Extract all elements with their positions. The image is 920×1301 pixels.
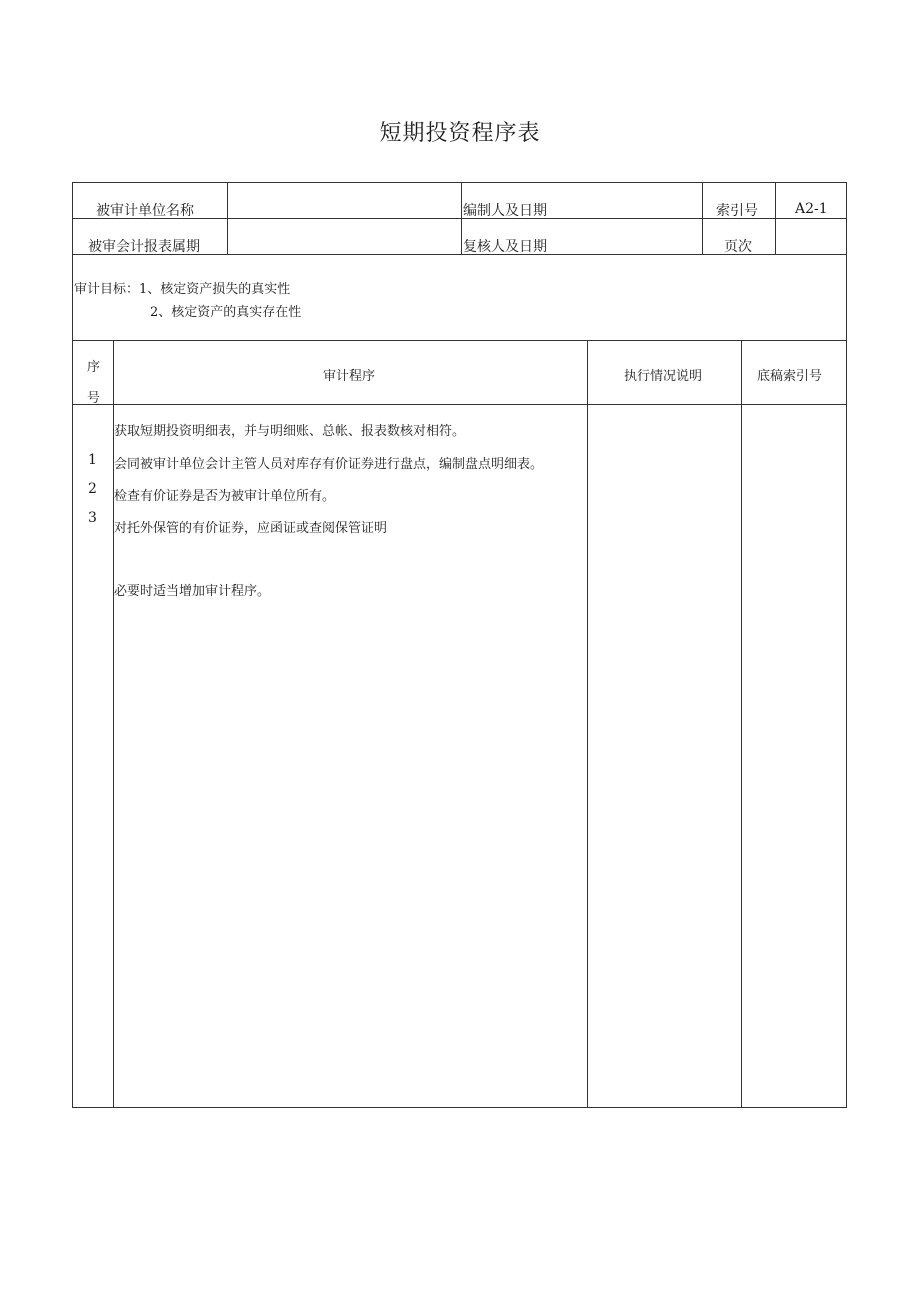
procedure-header: 审计程序 [323,369,376,384]
execution-notes-area[interactable] [589,406,739,1106]
column-divider [775,182,776,254]
workpaper-index-header: 底稿索引号 [757,369,823,384]
preparer-date-value[interactable] [560,200,695,216]
column-divider [461,182,462,254]
audit-objective-1: 审计目标：1、核定资产损失的真实性 [74,282,291,297]
row-divider [72,404,847,405]
procedure-item: 获取短期投资明细表，并与明细账、总帐、报表数核对相符。 [114,424,466,439]
seq-number: 2 [88,481,97,497]
procedure-item: 必要时适当增加审计程序。 [114,584,271,599]
seq-header-top: 序 [87,360,101,375]
column-divider [227,182,228,254]
page-number-label: 页次 [724,239,752,255]
procedure-item: 检查有价证券是否为被审计单位所有。 [114,489,336,504]
execution-header: 执行情况说明 [624,369,703,384]
reviewer-date-label: 复核人及日期 [463,239,547,255]
index-number-label: 索引号 [716,203,758,219]
column-divider [702,182,703,254]
procedure-item: 对托外保管的有价证券，应函证或查阅保管证明 [114,521,388,536]
report-period-label: 被审会计报表属期 [88,239,200,255]
index-number-value: A2-1 [795,201,828,217]
audit-objective-2: 2、核定资产的真实存在性 [150,305,302,320]
column-divider [587,340,588,1108]
column-divider [741,340,742,1108]
page-title: 短期投资程序表 [379,121,541,146]
entity-name-label: 被审计单位名称 [96,203,194,219]
entity-name-value[interactable] [235,200,455,216]
seq-number: 1 [88,452,97,468]
reviewer-date-value[interactable] [560,236,695,252]
procedure-item: 会同被审计单位会计主管人员对库存有价证券进行盘点，编制盘点明细表。 [114,457,544,472]
seq-header-bottom: 号 [87,391,101,406]
page-number-value[interactable] [782,236,840,252]
seq-number: 3 [88,510,97,526]
report-period-value[interactable] [235,236,455,252]
preparer-date-label: 编制人及日期 [463,203,547,219]
row-divider [72,340,847,341]
workpaper-index-area[interactable] [743,406,845,1106]
